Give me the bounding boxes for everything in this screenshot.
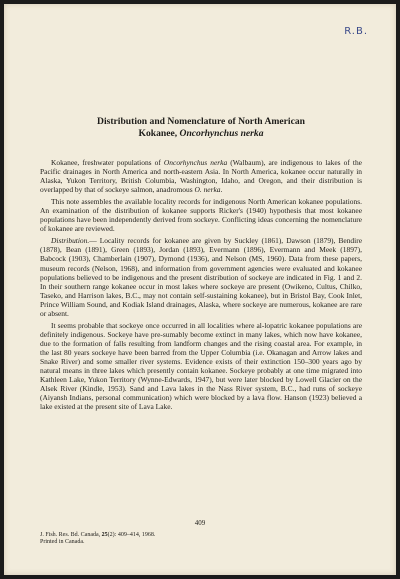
distribution-heading: Distribution. <box>51 236 90 246</box>
title-species-name: Oncorhynchus nerka <box>179 127 264 139</box>
citation-rest: (2): 409–414, 1968. <box>107 532 156 538</box>
paragraph-2: This note assembles the available locality records for indigenous North American kokanee populations. An examination of the distribution of kokanee supports Ricker's (1940) hypothesis that most kokanee populations have been independently derived from sockeye. Conflicting ideas concerning the nomenclature of kokanee are reviewed. <box>40 197 362 234</box>
article-body <box>40 158 362 414</box>
page-number: 409 <box>194 519 206 527</box>
citation-prefix: J. Fish. Res. Bd. Canada, <box>40 532 102 538</box>
citation-volume: 25 <box>101 532 108 538</box>
paragraph-3 <box>40 236 362 317</box>
handwritten-note: R.B. <box>344 26 368 37</box>
printed-in: Printed in Canada. <box>40 539 85 545</box>
journal-citation <box>40 532 155 546</box>
title-line-2-prefix: Kokanee, <box>138 127 180 139</box>
title-line-1: Distribution and Nomenclature of North American <box>97 116 305 127</box>
p1-species-1: Oncorhynchus nerka <box>163 158 228 167</box>
paragraph-4: It seems probable that sockeye once occurred in all localities where al-lopatric kokanee populations are definitely indigenous. Sockeye have pre-sumably become extinct in many lakes, which now have kokanee, due to the formation of falls resulting from landform changes and the rising coastal area. For example, in the last 80 years sockeye have been barred from the Upper Columbia (i.e. Okanagan and Arrow lakes and Snake River) and some smaller river systems. Evidence exists of their extinction 150–300 years ago by natural means in three lakes which presently contain kokanee. Sockeye probably at one time migrated into Kathleen Lake, Yukon Territory (Wynne-Edwards, 1947), but were later blocked by Lowell Glacier on the Alsek River (Kindle, 1953). Sand and Lava lakes in the Nass River system, B.C., had runs of sockeye (Aiyansh Indians, personal communication) which were blocked by a lava flow. Hanson (1923) believed a lake existed at the present site of Lava Lake. <box>40 320 362 412</box>
article-title <box>40 116 362 139</box>
paragraph-1 <box>40 158 362 194</box>
p1-species-2: O. nerka <box>194 185 221 195</box>
citation-line <box>40 532 155 539</box>
title-line-2 <box>40 128 362 140</box>
p3-text: — Locality records for kokanee are given by Suckley (1861), Dawson (1879), Bendire (1878), Bean (1891), Green (1893), Jordan (1893), Evermann (1896), Evermann and Meek (1897), Babcock (1903), Chamberlain (1907), Dymond (1936), and Nelson (MS, 1960). Data from these papers, museum records (Nelson, 1968), and information from government agencies were evaluated and kokanee populations believed to be indigenous and the present distribution of sockeye are indicated in Fig. 1 and 2. In their southern range kokanee occur in most lakes where sockeye are present (Owikeno, Cultus, Chilko, Taseko, and Harrison lakes, B.C., may not contain self-sustaining kokanee), but in Bristol Bay, Cook Inlet, Prince William Sound, and Kodiak Island drainages, Alaska, where sockeye are numerous, kokanee are rare or absent. <box>40 236 362 318</box>
p1-text-a: Kokanee, freshwater populations of <box>51 158 164 167</box>
document-page <box>4 4 396 575</box>
p1-text-b: (Walbaum), are indigenous to lakes of the Pacific drainages in North America and north-eastern Asia. In North America, kokanee occur naturally in Alaska, Yukon Territory, British Columbia, Washington, Idaho, and Oregon, and their distribution is overlapped by that of sockeye salmon, anadromous <box>40 158 362 195</box>
p1-text-c: . <box>220 185 223 195</box>
